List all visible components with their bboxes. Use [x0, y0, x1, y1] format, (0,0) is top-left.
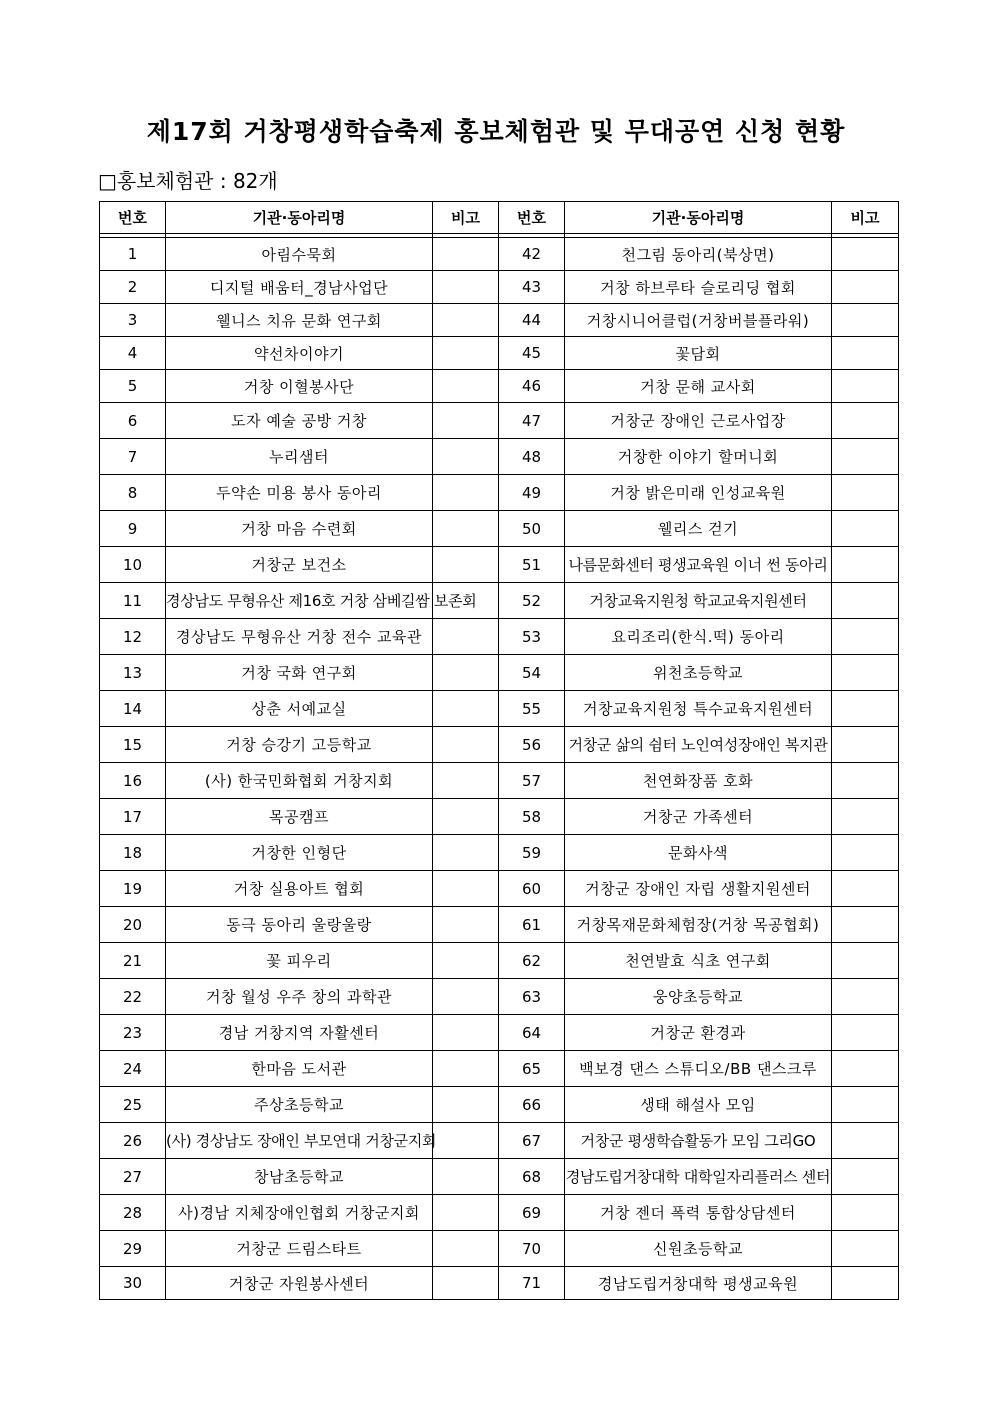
row-name-right: 거창군 장애인 근로사업장 — [565, 403, 832, 439]
row-note-left — [433, 943, 499, 979]
row-name-left: 경상남도 무형유산 제16호 거창 삼베길쌈 보존회 — [166, 583, 433, 619]
row-name-right: 거창교육지원청 특수교육지원센터 — [565, 691, 832, 727]
row-name-right: 웅양초등학교 — [565, 979, 832, 1015]
table-row — [100, 271, 899, 304]
row-number-right: 42 — [499, 238, 565, 271]
row-number-right: 55 — [499, 691, 565, 727]
row-name-left: 아림수묵회 — [166, 238, 433, 271]
row-name-left: 웰니스 치유 문화 연구회 — [166, 304, 433, 337]
row-name-left: 주상초등학교 — [166, 1087, 433, 1123]
row-note-right — [832, 835, 899, 871]
header-note-right: 비고 — [832, 202, 899, 234]
row-note-left — [433, 547, 499, 583]
row-number-left: 25 — [100, 1087, 166, 1123]
row-note-right — [832, 727, 899, 763]
row-number-left: 21 — [100, 943, 166, 979]
row-note-right — [832, 547, 899, 583]
row-name-right: 요리조리(한식.떡) 동아리 — [565, 619, 832, 655]
row-number-right: 69 — [499, 1195, 565, 1231]
table-row — [100, 304, 899, 337]
row-note-left — [433, 619, 499, 655]
row-name-right: 거창군 장애인 자립 생활지원센터 — [565, 871, 832, 907]
row-name-right: 신원초등학교 — [565, 1231, 832, 1267]
row-number-right: 58 — [499, 799, 565, 835]
row-name-right: 웰리스 걷기 — [565, 511, 832, 547]
row-number-left: 15 — [100, 727, 166, 763]
row-name-left: 사)경남 지체장애인협회 거창군지회 — [166, 1195, 433, 1231]
table-row — [100, 337, 899, 370]
table-row — [100, 727, 899, 763]
table-row — [100, 583, 899, 619]
row-number-right: 49 — [499, 475, 565, 511]
row-number-right: 52 — [499, 583, 565, 619]
row-note-left — [433, 1231, 499, 1267]
table-row — [100, 943, 899, 979]
header-number-right: 번호 — [499, 202, 565, 234]
row-note-left — [433, 511, 499, 547]
table-row — [100, 547, 899, 583]
row-note-right — [832, 799, 899, 835]
row-number-left: 3 — [100, 304, 166, 337]
row-number-left: 5 — [100, 370, 166, 403]
row-number-right: 66 — [499, 1087, 565, 1123]
row-number-right: 64 — [499, 1015, 565, 1051]
row-number-left: 19 — [100, 871, 166, 907]
table-row — [100, 238, 899, 271]
row-note-left — [433, 439, 499, 475]
row-number-right: 67 — [499, 1123, 565, 1159]
row-note-right — [832, 337, 899, 370]
row-name-left: 거창군 자원봉사센터 — [166, 1267, 433, 1300]
row-note-left — [433, 271, 499, 304]
row-number-left: 24 — [100, 1051, 166, 1087]
row-name-right: 천그림 동아리(북상면) — [565, 238, 832, 271]
row-name-left: 도자 예술 공방 거창 — [166, 403, 433, 439]
header-note-left: 비고 — [433, 202, 499, 234]
row-note-left — [433, 763, 499, 799]
table-row — [100, 1015, 899, 1051]
row-note-right — [832, 1231, 899, 1267]
row-number-right: 65 — [499, 1051, 565, 1087]
table-row — [100, 691, 899, 727]
row-name-right: 경남도립거창대학 평생교육원 — [565, 1267, 832, 1300]
row-name-left: 약선차이야기 — [166, 337, 433, 370]
row-name-right: 거창군 삶의 쉼터 노인여성장애인 복지관 — [565, 727, 832, 763]
application-table — [99, 201, 899, 1300]
row-note-left — [433, 370, 499, 403]
row-note-left — [433, 304, 499, 337]
row-number-right: 48 — [499, 439, 565, 475]
row-number-left: 7 — [100, 439, 166, 475]
row-number-left: 10 — [100, 547, 166, 583]
row-note-right — [832, 1267, 899, 1300]
row-note-right — [832, 691, 899, 727]
table-row — [100, 979, 899, 1015]
row-name-left: 두약손 미용 봉사 동아리 — [166, 475, 433, 511]
row-note-left — [433, 238, 499, 271]
row-note-left — [433, 979, 499, 1015]
row-name-right: 거창한 이야기 할머니회 — [565, 439, 832, 475]
row-number-right: 68 — [499, 1159, 565, 1195]
row-name-right: 위천초등학교 — [565, 655, 832, 691]
row-note-left — [433, 1087, 499, 1123]
row-number-right: 51 — [499, 547, 565, 583]
header-name-right: 기관·동아리명 — [565, 202, 832, 234]
row-name-right: 거창목재문화체험장(거창 목공협회) — [565, 907, 832, 943]
row-number-left: 23 — [100, 1015, 166, 1051]
table-row — [100, 403, 899, 439]
row-note-right — [832, 583, 899, 619]
row-number-right: 46 — [499, 370, 565, 403]
row-name-left: 상춘 서예교실 — [166, 691, 433, 727]
row-note-left — [433, 403, 499, 439]
row-name-left: 거창 이혈봉사단 — [166, 370, 433, 403]
row-number-right: 43 — [499, 271, 565, 304]
table-row — [100, 439, 899, 475]
table-row — [100, 835, 899, 871]
row-name-right: 천연발효 식초 연구회 — [565, 943, 832, 979]
row-name-right: 거창시니어클럽(거창버블플라워) — [565, 304, 832, 337]
row-note-right — [832, 511, 899, 547]
row-note-right — [832, 655, 899, 691]
row-name-left: 한마음 도서관 — [166, 1051, 433, 1087]
row-number-left: 11 — [100, 583, 166, 619]
row-number-right: 45 — [499, 337, 565, 370]
table-body — [100, 238, 899, 1300]
row-note-right — [832, 439, 899, 475]
row-number-left: 9 — [100, 511, 166, 547]
row-name-left: 목공캠프 — [166, 799, 433, 835]
row-note-left — [433, 1267, 499, 1300]
row-number-left: 27 — [100, 1159, 166, 1195]
row-number-right: 50 — [499, 511, 565, 547]
row-name-right: 거창군 평생학습활동가 모임 그리GO — [565, 1123, 832, 1159]
row-number-right: 59 — [499, 835, 565, 871]
table-row — [100, 799, 899, 835]
row-name-right: 거창군 가족센터 — [565, 799, 832, 835]
table-row — [100, 907, 899, 943]
row-note-right — [832, 370, 899, 403]
row-note-left — [433, 691, 499, 727]
table-row — [100, 1195, 899, 1231]
row-note-right — [832, 979, 899, 1015]
row-name-right: 꽃담회 — [565, 337, 832, 370]
row-note-left — [433, 337, 499, 370]
row-number-left: 4 — [100, 337, 166, 370]
row-note-right — [832, 238, 899, 271]
row-name-right: 문화사색 — [565, 835, 832, 871]
row-name-right: 거창군 환경과 — [565, 1015, 832, 1051]
row-name-right: 생태 해설사 모임 — [565, 1087, 832, 1123]
page-title: 제17회 거창평생학습축제 홍보체험관 및 무대공연 신청 현황 — [146, 117, 846, 146]
row-number-left: 26 — [100, 1123, 166, 1159]
table-header-row — [100, 202, 899, 234]
row-number-left: 17 — [100, 799, 166, 835]
row-name-right: 거창 하브루타 슬로리딩 협회 — [565, 271, 832, 304]
row-note-right — [832, 619, 899, 655]
row-name-left: 경상남도 무형유산 거창 전수 교육관 — [166, 619, 433, 655]
row-name-right: 나름문화센터 평생교육원 이너 썬 동아리 — [565, 547, 832, 583]
row-number-left: 8 — [100, 475, 166, 511]
row-number-right: 63 — [499, 979, 565, 1015]
row-name-right: 거창 문해 교사회 — [565, 370, 832, 403]
table-row — [100, 1159, 899, 1195]
table-row — [100, 1267, 899, 1300]
row-number-right: 44 — [499, 304, 565, 337]
table-row — [100, 1087, 899, 1123]
row-note-left — [433, 799, 499, 835]
row-number-left: 28 — [100, 1195, 166, 1231]
table-row — [100, 1231, 899, 1267]
row-name-right: 천연화장품 호화 — [565, 763, 832, 799]
table-row — [100, 1123, 899, 1159]
row-name-left: 디지털 배움터_경남사업단 — [166, 271, 433, 304]
row-number-left: 12 — [100, 619, 166, 655]
row-name-left: 거창군 보건소 — [166, 547, 433, 583]
row-number-left: 29 — [100, 1231, 166, 1267]
row-note-left — [433, 1195, 499, 1231]
table-row — [100, 655, 899, 691]
table-row — [100, 1051, 899, 1087]
row-note-right — [832, 1015, 899, 1051]
row-note-left — [433, 907, 499, 943]
section-subtitle: □홍보체험관 : 82개 — [98, 169, 278, 193]
row-number-left: 20 — [100, 907, 166, 943]
row-note-right — [832, 403, 899, 439]
row-number-left: 13 — [100, 655, 166, 691]
row-number-left: 1 — [100, 238, 166, 271]
row-number-right: 70 — [499, 1231, 565, 1267]
row-number-right: 71 — [499, 1267, 565, 1300]
row-name-left: 거창군 드림스타트 — [166, 1231, 433, 1267]
table-row — [100, 871, 899, 907]
row-note-right — [832, 475, 899, 511]
row-name-left: 누리샘터 — [166, 439, 433, 475]
row-name-left: 꽃 피우리 — [166, 943, 433, 979]
row-name-right: 거창 젠더 폭력 통합상담센터 — [565, 1195, 832, 1231]
row-note-right — [832, 1159, 899, 1195]
row-name-left: 거창 월성 우주 창의 과학관 — [166, 979, 433, 1015]
row-number-left: 2 — [100, 271, 166, 304]
row-note-left — [433, 655, 499, 691]
row-number-left: 6 — [100, 403, 166, 439]
row-note-right — [832, 1087, 899, 1123]
row-number-right: 61 — [499, 907, 565, 943]
row-number-left: 18 — [100, 835, 166, 871]
row-note-right — [832, 1123, 899, 1159]
row-note-left — [433, 1051, 499, 1087]
row-number-left: 22 — [100, 979, 166, 1015]
row-name-right: 경남도립거창대학 대학일자리플러스 센터 — [565, 1159, 832, 1195]
table-row — [100, 619, 899, 655]
header-name-left: 기관·동아리명 — [166, 202, 433, 234]
row-name-left: (사) 경상남도 장애인 부모연대 거창군지회 — [166, 1123, 433, 1159]
row-note-right — [832, 1051, 899, 1087]
row-name-left: 동극 동아리 울랑울랑 — [166, 907, 433, 943]
row-number-right: 60 — [499, 871, 565, 907]
row-name-left: (사) 한국민화협회 거창지회 — [166, 763, 433, 799]
row-note-left — [433, 835, 499, 871]
row-note-left — [433, 727, 499, 763]
row-number-right: 57 — [499, 763, 565, 799]
row-number-left: 14 — [100, 691, 166, 727]
row-note-right — [832, 907, 899, 943]
header-number-left: 번호 — [100, 202, 166, 234]
row-name-right: 백보경 댄스 스튜디오/BB 댄스크루 — [565, 1051, 832, 1087]
row-number-right: 47 — [499, 403, 565, 439]
table-row — [100, 475, 899, 511]
row-note-left — [433, 1159, 499, 1195]
row-note-right — [832, 1195, 899, 1231]
table-row — [100, 763, 899, 799]
row-number-right: 53 — [499, 619, 565, 655]
row-name-left: 거창 승강기 고등학교 — [166, 727, 433, 763]
row-note-right — [832, 271, 899, 304]
row-number-left: 16 — [100, 763, 166, 799]
row-name-left: 거창한 인형단 — [166, 835, 433, 871]
row-note-right — [832, 943, 899, 979]
row-name-left: 경남 거창지역 자활센터 — [166, 1015, 433, 1051]
row-name-right: 거창 밝은미래 인성교육원 — [565, 475, 832, 511]
row-number-right: 62 — [499, 943, 565, 979]
row-number-right: 54 — [499, 655, 565, 691]
table-row — [100, 370, 899, 403]
row-name-left: 거창 실용아트 협회 — [166, 871, 433, 907]
row-name-left: 거창 마음 수련회 — [166, 511, 433, 547]
row-number-right: 56 — [499, 727, 565, 763]
row-name-left: 거창 국화 연구회 — [166, 655, 433, 691]
row-note-left — [433, 1123, 499, 1159]
row-note-left — [433, 871, 499, 907]
row-note-left — [433, 1015, 499, 1051]
table-row — [100, 511, 899, 547]
row-number-left: 30 — [100, 1267, 166, 1300]
row-note-left — [433, 475, 499, 511]
row-note-right — [832, 871, 899, 907]
row-name-left: 창남초등학교 — [166, 1159, 433, 1195]
row-note-right — [832, 763, 899, 799]
row-note-right — [832, 304, 899, 337]
row-name-right: 거창교육지원청 학교교육지원센터 — [565, 583, 832, 619]
